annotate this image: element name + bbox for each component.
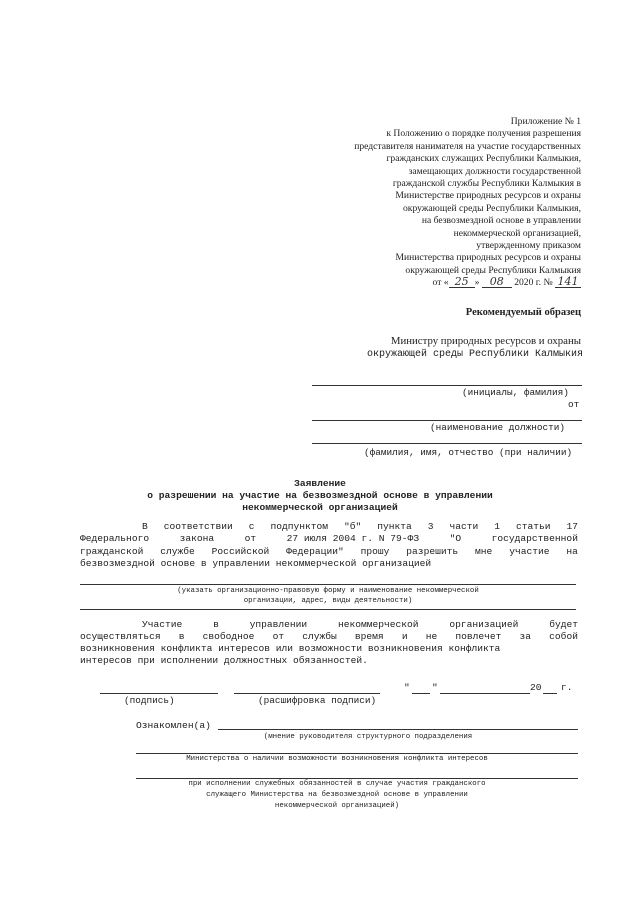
word: не <box>425 631 438 642</box>
word: и <box>401 631 408 642</box>
word: управлении <box>249 619 308 630</box>
date-year-suffix: г. <box>561 682 573 693</box>
word: закона <box>179 533 215 544</box>
date-year-prefix: 20 <box>530 682 542 693</box>
word: свободное <box>202 631 255 642</box>
acquainted-caption-3: при исполнении служебных обязанностей в случае участия гражданского <box>188 780 486 788</box>
word: Федерации" <box>286 546 344 557</box>
word: некоммерческой <box>337 619 419 630</box>
fullname-line <box>312 443 582 444</box>
signature-caption: (подпись) <box>124 695 175 706</box>
decoding-line <box>234 693 380 694</box>
organization-caption-1: (указать организационно-правовую форму и наименование некоммерческой <box>177 587 479 595</box>
handwritten-day: 25 <box>449 277 475 288</box>
word: пункта <box>377 521 412 532</box>
appendix-line: на безвозмездной основе в управлении <box>421 215 581 227</box>
date-year-line <box>543 693 557 694</box>
word: мне <box>475 546 493 557</box>
word: на <box>566 546 578 557</box>
para1-line-1 <box>142 521 578 533</box>
appendix-line: представителя нанимателя на участие государственных <box>354 140 581 152</box>
word: "О <box>449 533 462 544</box>
appendix-line: окружающей среды Республики Калмыкия, <box>403 202 581 214</box>
initials-line <box>312 385 582 386</box>
word: службы <box>302 631 337 642</box>
word: "б" <box>344 521 362 532</box>
word: 27 июля 2004 г. N 79-ФЗ <box>286 533 420 544</box>
initials-caption: (инициалы, фамилия) <box>462 387 569 398</box>
position-line <box>312 420 582 421</box>
position-caption: (наименование должности) <box>430 422 566 433</box>
date-day-line <box>412 693 430 694</box>
para1-line-2 <box>80 533 578 545</box>
handwritten-number: 141 <box>555 277 581 288</box>
organization-line <box>80 584 576 585</box>
word: будет <box>549 619 578 630</box>
word: гражданской <box>80 546 144 557</box>
word: Участие <box>142 619 183 630</box>
addressee-line-1: Министру природных ресурсов и охраны <box>390 335 581 347</box>
recommended-sample-label: Рекомендуемый образец <box>465 307 581 318</box>
word: от <box>244 533 257 544</box>
word: 1 <box>494 521 500 532</box>
date-prefix: от « <box>432 277 449 289</box>
word: государственной <box>491 533 578 544</box>
acquainted-caption-1: (мнение руководителя структурного подразделения <box>263 733 473 741</box>
acquainted-line <box>218 729 578 730</box>
word: соответствии <box>163 521 233 532</box>
para2-line-1 <box>142 619 578 631</box>
date-year: 2020 г. № <box>514 277 553 289</box>
word: с <box>248 521 255 532</box>
word: участие <box>509 546 550 557</box>
appendix-block <box>300 116 581 290</box>
date-quote-close: " <box>432 682 438 693</box>
title-line-2: о разрешении на участие на безвозмездной основе в управлении <box>147 490 493 501</box>
para1-line-4: безвозмездной основе в управлении некоммерческой организацией <box>80 558 432 569</box>
appendix-line: замещающих должности государственной <box>408 165 581 177</box>
word: Федерального <box>80 533 150 544</box>
appendix-date-line <box>300 277 581 289</box>
word: Российской <box>211 546 270 557</box>
appendix-line: некоммерческой организацией, <box>453 227 581 239</box>
organization-caption-2: организации, адрес, виды деятельности) <box>243 597 413 605</box>
word: разрешить <box>406 546 459 557</box>
word: осуществляться <box>80 631 161 642</box>
appendix-line: гражданской службы Республики Калмыкия в <box>392 178 581 190</box>
appendix-line: утвержденному приказом <box>476 240 581 252</box>
word: 17 <box>566 521 578 532</box>
acquainted-caption-4: служащего Министерства на безвозмездной основе в управлении <box>206 791 468 799</box>
word: собой <box>549 631 578 642</box>
word: от <box>272 631 285 642</box>
word: службе <box>160 546 195 557</box>
appendix-line: гражданских служащих Республики Калмыкия, <box>386 153 581 165</box>
word: в <box>213 619 219 630</box>
para2-line-2 <box>80 631 578 643</box>
title-line-1: Заявление <box>294 478 346 489</box>
fullname-caption: (фамилия, имя, отчество (при наличии) <box>364 447 573 458</box>
acquainted-label: Ознакомлен(а) <box>136 720 211 731</box>
appendix-line: окружающей среды Республики Калмыкия <box>405 264 581 276</box>
date-mid: » <box>474 277 480 289</box>
para2-line-3: возникновения конфликта интересов или возможности возникновения конфликта <box>80 643 501 654</box>
organization-line-2 <box>80 609 576 610</box>
appendix-line: Министерства природных ресурсов и охраны <box>395 252 581 264</box>
addressee-line-2: окружающей среды Республики Калмыкия <box>366 349 583 360</box>
word: статьи <box>515 521 551 532</box>
handwritten-month: 08 <box>482 277 512 288</box>
statement-title <box>60 478 580 514</box>
word: повлечет <box>455 631 502 642</box>
para1-line-3 <box>80 546 578 558</box>
acquainted-line-3 <box>136 778 578 779</box>
decoding-caption: (расшифровка подписи) <box>258 695 377 706</box>
word: В <box>142 521 148 532</box>
date-quote-open: " <box>404 682 410 693</box>
word: за <box>519 631 532 642</box>
word: время <box>354 631 384 642</box>
from-label: от <box>568 399 580 410</box>
para2-line-4: интересов при исполнении должностных обязанностей. <box>80 655 368 666</box>
date-month-line <box>440 693 530 694</box>
word: прошу <box>360 546 390 557</box>
word: 3 <box>427 521 434 532</box>
word: подпунктом <box>270 521 329 532</box>
title-line-3: некоммерческой организацией <box>242 502 398 513</box>
acquainted-line-2 <box>136 753 578 754</box>
acquainted-caption-2: Министерства о наличии возможности возникновения конфликта интересов <box>186 755 488 763</box>
appendix-line: Приложение № 1 <box>510 116 581 127</box>
word: в <box>178 631 185 642</box>
acquainted-caption-5: некоммерческой организацией) <box>274 802 400 810</box>
word: части <box>449 521 479 532</box>
appendix-line: Министерстве природных ресурсов и охраны <box>395 190 581 202</box>
appendix-line: к Положению о порядке получения разрешения <box>386 128 581 140</box>
word: организацией <box>449 619 519 630</box>
signature-line <box>100 693 218 694</box>
